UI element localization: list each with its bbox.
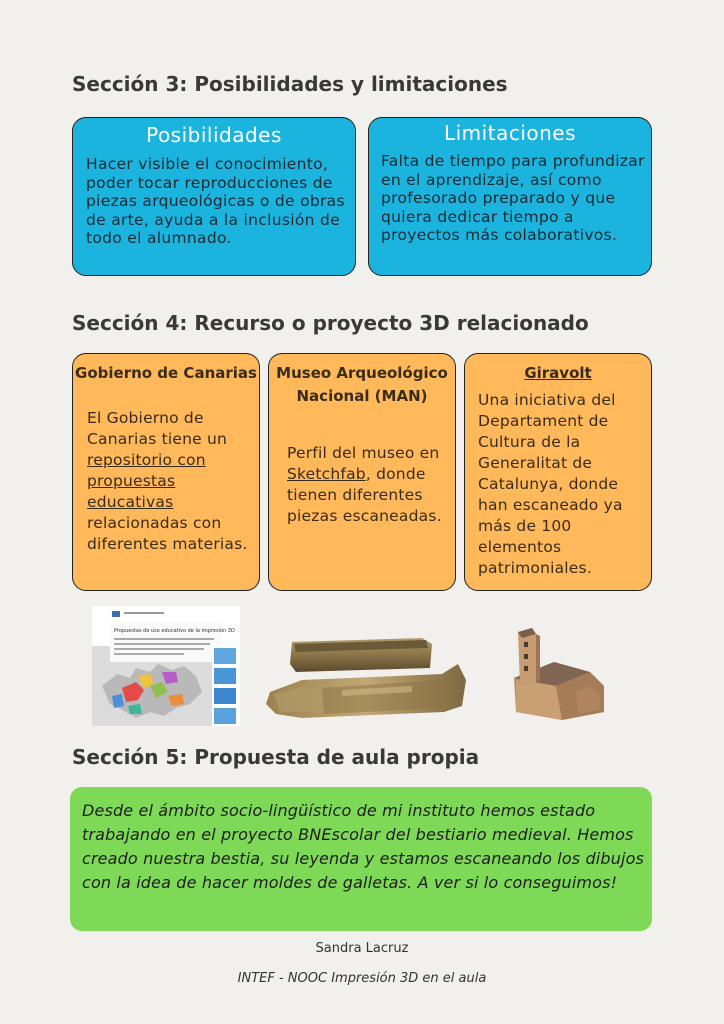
limitaciones-heading: Limitaciones bbox=[443, 121, 577, 145]
sketchfab-link[interactable]: Sketchfab bbox=[287, 465, 366, 483]
author-label: Sandra Lacruz bbox=[315, 941, 409, 956]
giravolt-link[interactable]: Giravolt bbox=[524, 364, 592, 382]
canarias-heading: Gobierno de Canarias bbox=[75, 364, 257, 382]
canarias-text: El Gobierno de Canarias tiene un repositorio con propuestas educativas relacionadas con diferentes materias. bbox=[87, 409, 248, 553]
thumbnail bbox=[214, 648, 236, 664]
propuesta-text: Desde el ámbito socio-lingüístico de mi instituto hemos estado trabajando en el proyecto BNEscolar del bestiario medieval. Hemos creado nuestra bestia, su leyenda y estamos escaneando los dibujos con la idea de hacer moldes de galletas. A ver si lo conseguimos! bbox=[82, 801, 645, 892]
man-heading: Museo Arqueológico Nacional (MAN) bbox=[276, 364, 448, 405]
text-line bbox=[114, 648, 204, 650]
text-line bbox=[114, 643, 210, 645]
repositorio-link[interactable]: repositorio con propuestas educativas bbox=[87, 451, 206, 511]
header-line bbox=[124, 612, 164, 614]
giravolt-card bbox=[464, 353, 652, 591]
propuesta-card bbox=[70, 787, 652, 931]
logo-icon bbox=[112, 611, 120, 617]
screenshot-title: Propuestas de uso educativo de la impresión 3D bbox=[114, 628, 235, 634]
author-name bbox=[0, 941, 724, 956]
church-image bbox=[506, 626, 606, 722]
man-text: Perfil del museo en Sketchfab, donde tienen diferentes piezas escaneadas. bbox=[287, 444, 442, 525]
screenshot-header bbox=[110, 608, 222, 620]
repository-screenshot-image bbox=[92, 606, 240, 726]
limitaciones-text: Falta de tiempo para profundizar en el aprendizaje, así como profesorado preparado y que quiera dedicar tiempo a proyectos más colaborativos. bbox=[381, 152, 645, 244]
thumbnail bbox=[214, 688, 236, 704]
man-card bbox=[268, 353, 456, 591]
thumbnail bbox=[214, 668, 236, 684]
limitaciones-card bbox=[368, 117, 652, 276]
posibilidades-card bbox=[72, 117, 356, 276]
text-line bbox=[114, 653, 184, 655]
section-3-title: Sección 3: Posibilidades y limitaciones bbox=[72, 72, 508, 96]
posibilidades-text: Hacer visible el conocimiento, poder tocar reproducciones de piezas arqueológicas o de obras de arte, ayuda a la inclusión de todo el alumnado. bbox=[86, 155, 345, 247]
section-5-title: Sección 5: Propuesta de aula propia bbox=[72, 745, 480, 769]
text-line bbox=[114, 638, 214, 640]
document-preview bbox=[110, 622, 235, 663]
canarias-card bbox=[72, 353, 260, 591]
course-footer: INTEF - NOOC Impresión 3D en el aula bbox=[237, 971, 487, 986]
section-4-title: Sección 4: Recurso o proyecto 3D relacionado bbox=[72, 311, 589, 335]
posibilidades-heading: Posibilidades bbox=[146, 123, 282, 147]
giravolt-text: Una iniciativa del Departament de Cultura de la Generalitat de Catalunya, donde han escaneado ya más de 100 elementos patrimoniales. bbox=[478, 391, 623, 577]
thumbnail bbox=[214, 708, 236, 724]
sarcophagus-image bbox=[262, 628, 472, 728]
